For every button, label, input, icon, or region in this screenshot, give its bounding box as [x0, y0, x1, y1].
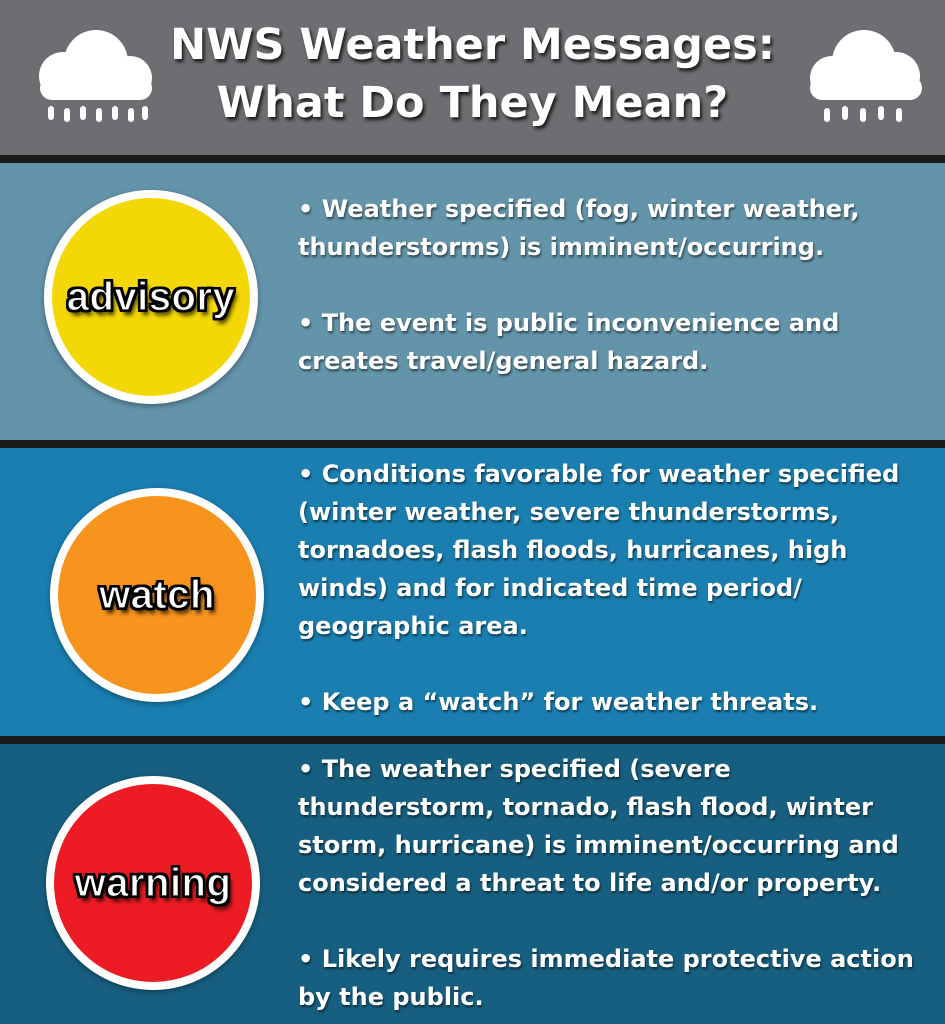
- warning-badge: [46, 776, 260, 990]
- header: [0, 0, 945, 155]
- watch-bullet-2: • Keep a “watch” for weather threats.: [298, 688, 819, 716]
- warning-section: [0, 744, 945, 1024]
- advisory-badge: [44, 190, 258, 404]
- advisory-bullet-1: • Weather specified (fog, winter weather, thunderstorms) is imminent/occurring.: [298, 195, 860, 261]
- advisory-description: [298, 190, 930, 380]
- watch-section: [0, 448, 945, 736]
- warning-label: warning: [74, 860, 232, 905]
- watch-label: watch: [99, 572, 215, 617]
- advisory-bullet-2: • The event is public inconvenience and creates travel/general hazard.: [298, 309, 840, 375]
- page-title: [150, 16, 795, 132]
- warning-description: [298, 750, 930, 1016]
- rain-cloud-icon: [790, 28, 940, 128]
- title-line-2: What Do They Mean?: [216, 78, 729, 128]
- watch-bullet-1: • Conditions favorable for weather specified (winter weather, severe thunderstorms, tornadoes, flash floods, hurricanes, high winds) and for indicated time period/ geographic area.: [298, 460, 900, 640]
- title-line-1: NWS Weather Messages:: [170, 20, 775, 70]
- warning-bullet-1: • The weather specified (severe thunderstorm, tornado, flash flood, winter storm, hurricane) is imminent/occurring and considered a threat to life and/or property.: [298, 755, 899, 897]
- watch-description: [298, 455, 930, 721]
- watch-badge: [50, 488, 264, 702]
- advisory-label: advisory: [66, 274, 236, 319]
- warning-bullet-2: • Likely requires immediate protective action by the public.: [298, 945, 914, 1011]
- advisory-section: [0, 163, 945, 440]
- rain-cloud-icon: [18, 28, 168, 128]
